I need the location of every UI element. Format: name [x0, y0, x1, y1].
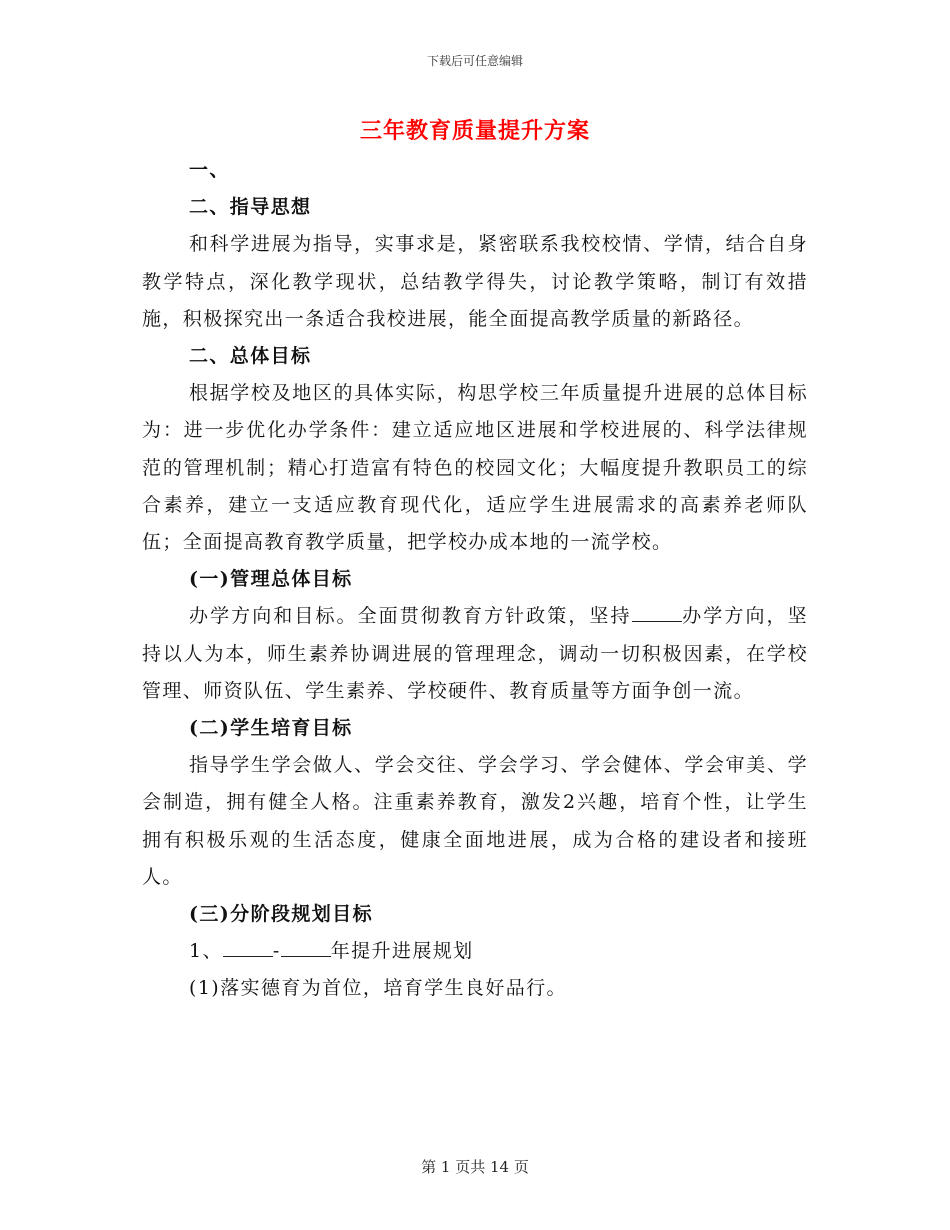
management-goals-text-a: 办学方向和目标。全面贯彻教育方针政策，坚持 [189, 605, 632, 628]
phase-1-prefix: 1、 [189, 940, 223, 963]
section-guiding-ideology-heading: 二、指导思想 [189, 196, 312, 219]
phase-1-suffix: 年提升进展规划 [330, 940, 474, 963]
student-cultivation-heading: (二)学生培育目标 [189, 717, 353, 740]
phased-planning-heading: (三)分阶段规划目标 [189, 903, 373, 926]
section-1-heading: 一、 [189, 159, 230, 181]
phase-1-dash: - [272, 940, 281, 963]
phase-1-item-1: (1)落实德育为首位，培育学生良好品行。 [189, 977, 567, 1000]
management-goals-text-b: 办学方向，坚持以人为本，师生素养协调进展的管理理念，调动一切积极因素，在学校管理、师资队伍、学生素养、学校硬件、教育质量等方面争创一流。 [142, 605, 808, 702]
student-cultivation-paragraph: 指导学生学会做人、学会交往、学会学习、学会健体、学会审美、学会制造，拥有健全人格。注重素养教育，激发2兴趣，培育个性，让学生拥有积极乐观的生活态度，健康全面地进展，成为合格的建设者和接班人。 [142, 754, 808, 888]
overall-goals-paragraph: 根据学校及地区的具体实际，构思学校三年质量提升进展的总体目标为：进一步优化办学条件：建立适应地区进展和学校进展的、科学法律规范的管理机制；精心打造富有特色的校园文化；大幅度提升教职员工的综合素养，建立一支适应教育现代化，适应学生进展需求的高素养老师队伍；全面提高教育教学质量，把学校办成本地的一流学校。 [142, 382, 808, 554]
phase-1-plan-line [142, 933, 808, 970]
document-body [142, 152, 808, 1008]
year-end-blank [281, 938, 331, 957]
fill-blank [632, 603, 682, 622]
guiding-ideology-paragraph: 和科学进展为指导，实事求是，紧密联系我校校情、学情，结合自身教学特点，深化教学现状，总结教学得失，讨论教学策略，制订有效措施，积极探究出一条适合我校进展，能全面提高教学质量的新路径。 [142, 233, 808, 330]
page-number-footer: 第 1 页共 14 页 [421, 1158, 529, 1176]
page-header-note: 下载后可任意编辑 [426, 54, 523, 68]
section-overall-goals-heading: 二、总体目标 [189, 345, 312, 368]
year-start-blank [223, 938, 273, 957]
management-goals-paragraph [142, 598, 808, 710]
document-title: 三年教育质量提升方案 [359, 118, 590, 144]
management-goals-heading: (一)管理总体目标 [189, 568, 353, 591]
